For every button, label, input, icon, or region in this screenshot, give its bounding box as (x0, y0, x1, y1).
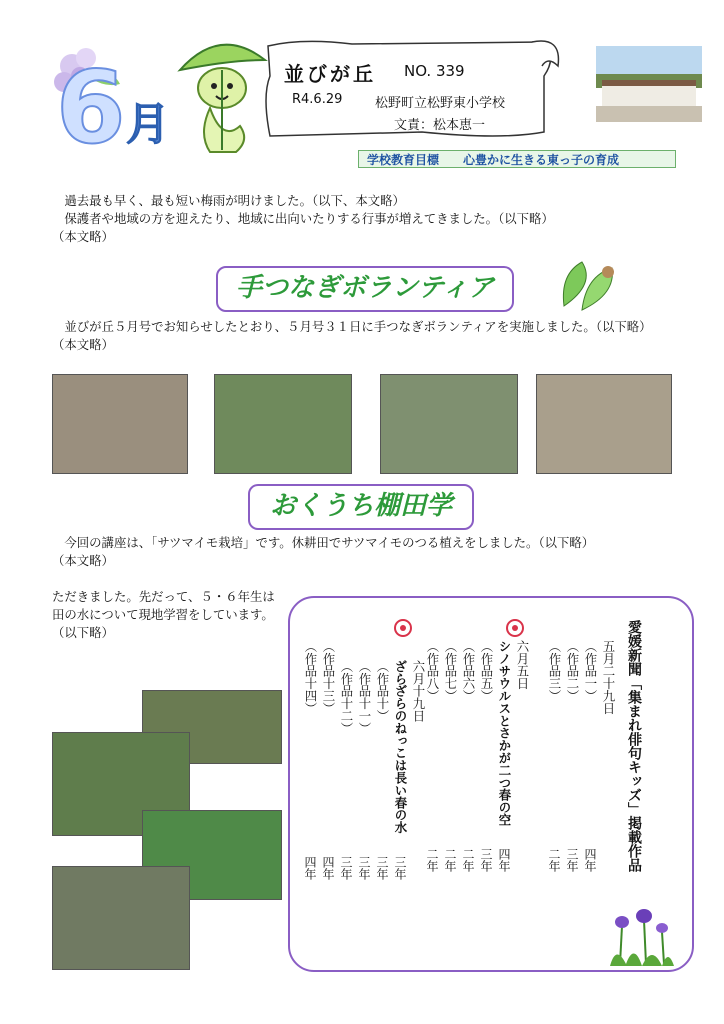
haiku-entry: （作品六） (461, 640, 476, 702)
tanada-paragraph-narrow (52, 588, 278, 642)
flower-icon (393, 618, 413, 638)
intro-paragraph (52, 192, 672, 246)
haiku-grade: 二年 (461, 848, 475, 872)
volunteer-photo (380, 374, 518, 474)
haiku-grade: 三年 (565, 848, 579, 872)
volunteer-photo (52, 374, 188, 474)
haiku-date: 六月十九日 (411, 660, 426, 722)
newsletter-title: 並びが丘 (284, 62, 376, 86)
tanada-paragraph (52, 534, 674, 570)
issue-number: NO. 339 (404, 62, 465, 80)
haiku-grade: 二年 (443, 848, 457, 872)
haiku-entry: （作品十三） (321, 640, 336, 715)
volunteer-line: 並びが丘５月号でお知らせしたとおり、５月号３１日に手つなぎボランティアを実施しました。（以下略） (64, 319, 652, 334)
haiku-entry: （作品十二） (339, 660, 354, 735)
haiku-grade: 四年 (583, 848, 597, 872)
tanada-photo (52, 866, 190, 970)
tanada-heading: おくうち棚田学 (248, 484, 474, 530)
tanada-line: ただきました。先だって、５・６年生は田の水について現地学習をしています。（以下略） (52, 589, 275, 640)
haiku-entry: （作品十一） (357, 660, 372, 735)
haiku-entry: シノサウルスとさかが二つ春の空 (497, 640, 512, 826)
haiku-entry: （作品十四） (303, 640, 318, 715)
haiku-grade: 四年 (497, 848, 511, 872)
haiku-entry: （作品一） (583, 640, 598, 702)
tanada-line: 今回の講座は、「サツマイモ栽培」です。休耕田でサツマイモのつる植えをしました。（以下略） (64, 535, 595, 550)
volunteer-paragraph (52, 318, 674, 354)
haiku-grade: 三年 (375, 856, 389, 880)
intro-line: 過去最も早く、最も短い梅雨が明けました。（以下、本文略） (64, 193, 405, 208)
school-goal: 学校教育目標 心豊かに生きる東っ子の育成 (358, 150, 676, 168)
intro-line: （本文略） (52, 229, 114, 244)
haiku-date: 六月五日 (515, 640, 530, 690)
month-kanji: 月 (126, 99, 170, 150)
leaf-snail-icon (556, 254, 626, 314)
iris-flower-icon (606, 904, 676, 968)
haiku-grade: 三年 (339, 856, 353, 880)
haiku-grade: 三年 (393, 856, 407, 880)
intro-line: 保護者や地域の方を迎えたり、地域に出向いたりする行事が増えてきました。（以下略） (64, 211, 554, 226)
issue-date: R4.6.29 (292, 92, 343, 107)
haiku-entry: （作品三） (547, 640, 562, 702)
volunteer-line: （本文略） (52, 337, 114, 352)
month-numeral: 6 (56, 49, 126, 166)
tanada-line: （本文略） (52, 553, 114, 568)
flower-icon (505, 618, 525, 638)
haiku-header: 愛媛新聞「集まれ俳句キッズ」掲載作品 (626, 620, 642, 872)
haiku-grade: 二年 (547, 848, 561, 872)
haiku-entry: （作品二） (565, 640, 580, 702)
haiku-entry: （作品五） (479, 640, 494, 702)
haiku-entry: （作品八） (425, 640, 440, 702)
haiku-grade: 三年 (479, 848, 493, 872)
volunteer-photo (214, 374, 352, 474)
volunteer-heading: 手つなぎボランティア (216, 266, 514, 312)
haiku-entry: （作品十） (375, 660, 390, 722)
volunteer-photo (536, 374, 672, 474)
haiku-grade: 二年 (425, 848, 439, 872)
writer-credit: 文責：松本恵一 (394, 118, 486, 133)
haiku-entry: （作品七） (443, 640, 458, 702)
school-building-photo (596, 46, 702, 122)
haiku-grade: 四年 (321, 856, 335, 880)
haiku-grade: 三年 (357, 856, 371, 880)
haiku-grade: 四年 (303, 856, 317, 880)
school-name: 松野町立松野東小学校 (375, 96, 506, 111)
haiku-entry: ざらざらのねっこは長い春の水 (393, 660, 408, 834)
haiku-date: 五月二十九日 (601, 640, 616, 715)
